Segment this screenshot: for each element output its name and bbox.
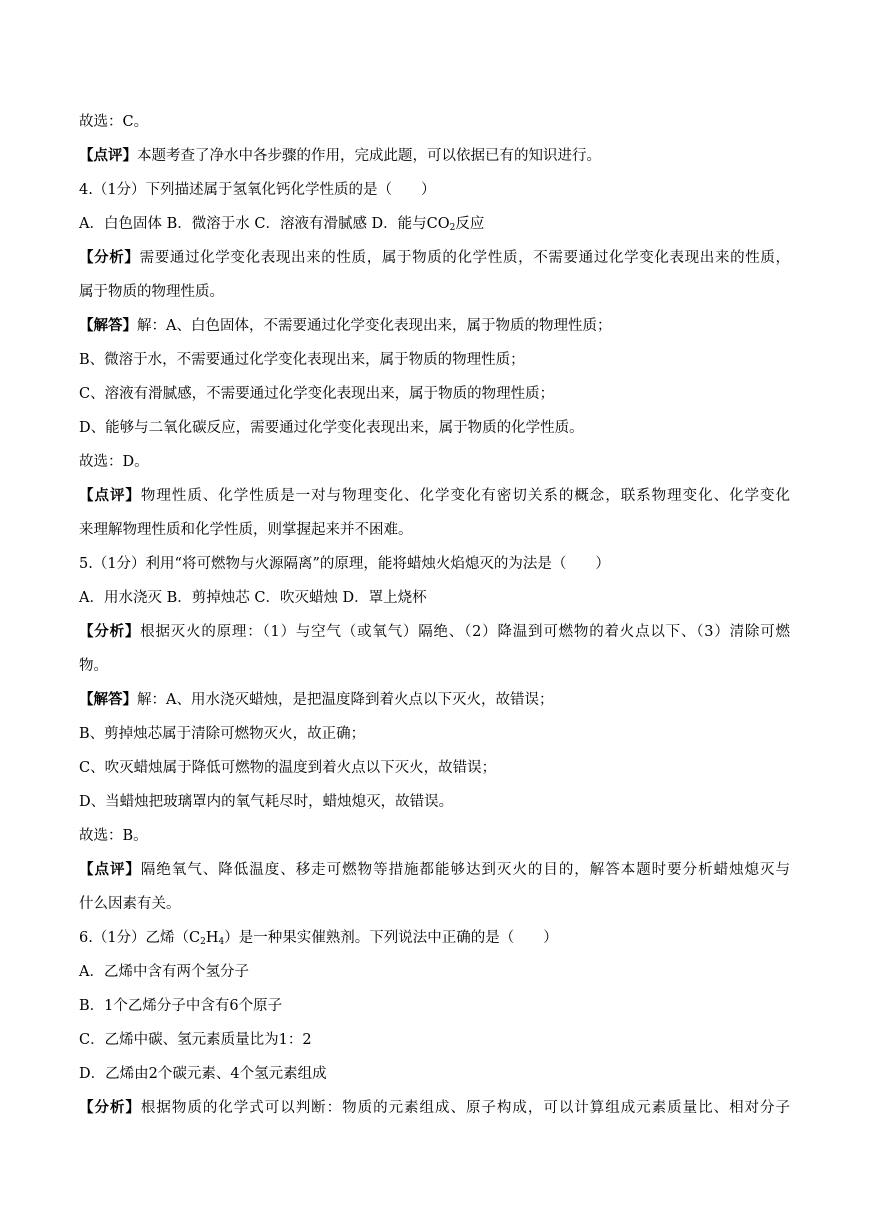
q5-analysis-tag: 【分析】 (79, 623, 141, 640)
q6-analysis-line-1 (79, 1098, 790, 1118)
q4-analysis-tag: 【分析】 (79, 249, 140, 266)
q4-analysis-text-1: 需要通过化学变化表现出来的性质，属于物质的化学性质，不需要通过化学变化表现出来的性质， (139, 250, 791, 266)
q4-solution-line-2: B、微溶于水，不需要通过化学变化表现出来，属于物质的物理性质； (79, 352, 525, 368)
q5-analysis-line-1 (79, 622, 790, 642)
comment-tag: 【点评】 (79, 147, 137, 164)
q5-analysis-line-2: 物。 (79, 658, 108, 674)
q6-analysis-text-1: 根据物质的化学式可以判断：物质的元素组成、原子构成，可以计算组成元素质量比、相对分子 (140, 1100, 791, 1116)
q6-stem-end: ）是一种果实催熟剂。下列说法中正确的是（ ） (224, 930, 558, 946)
q4-comment-line-1 (79, 486, 790, 506)
q6-formula-sub-c: 2 (200, 937, 206, 947)
q4-solution-line-3: C、溶液有滑腻感，不需要通过化学变化表现出来，属于物质的物理性质； (79, 386, 555, 402)
q4-co2-subscript: 2 (449, 223, 456, 233)
q6-option-c: C．乙烯中碳、氢元素质量比为1：2 (79, 1032, 312, 1048)
q5-solution-line-2: B、剪掉烛芯属于清除可燃物灭火，故正确； (79, 726, 366, 742)
q5-options: A．用水浇灭 B．剪掉烛芯 C．吹灭蜡烛 D．罩上烧杯 (79, 590, 427, 606)
q4-options-text: A．白色固体 B．微溶于水 C．溶液有滑腻感 D．能与CO (79, 216, 450, 232)
q4-analysis-line-1 (79, 248, 790, 268)
q5-comment-line-2: 什么因素有关。 (79, 896, 181, 912)
q4-solution-text-1: 解：A、白色固体，不需要通过化学变化表现出来，属于物质的物理性质； (137, 318, 612, 334)
q4-analysis-line-2: 属于物质的物理性质。 (79, 284, 224, 300)
q4-comment-line-2: 来理解物理性质和化学性质，则掌握起来并不困难。 (79, 522, 413, 538)
q4-answer: 故选：D。 (79, 454, 149, 470)
q6-stem (79, 928, 558, 948)
q6-option-d: D．乙烯由2个碳元素、4个氢元素组成 (79, 1066, 327, 1082)
q6-formula-h: H (205, 930, 219, 946)
q4-options (79, 214, 484, 234)
q6-stem-start: 6.（1分）乙烯（C (79, 930, 201, 946)
q5-solution-text-1: 解：A、用水浇灭蜡烛，是把温度降到着火点以下灭火，故错误； (137, 692, 554, 708)
q5-solution-line-4: D、当蜡烛把玻璃罩内的氧气耗尽时，蜡烛熄灭，故错误。 (79, 794, 454, 810)
q4-solution-line-1 (79, 316, 611, 336)
q5-comment-tag: 【点评】 (79, 861, 141, 878)
q5-analysis-text-1: 根据灭火的原理：（1）与空气（或氧气）隔绝、（2）降温到可燃物的着火点以下、（3）清除可燃 (140, 624, 790, 640)
q5-comment-line-1 (79, 860, 790, 880)
q5-stem: 5.（1分）利用“将可燃物与火源隔离”的原理，能将蜡烛火焰熄灭的为法是（ ） (79, 556, 610, 572)
q6-option-b: B．1个乙烯分子中含有6个原子 (79, 998, 283, 1014)
q6-formula-sub-h: 4 (218, 937, 225, 947)
q4-stem: 4.（1分）下列描述属于氢氧化钙化学性质的是（ ） (79, 182, 436, 198)
q5-answer: 故选：B。 (79, 828, 148, 844)
q4-options-end: 反应 (455, 216, 485, 232)
answer-line: 故选：C。 (79, 114, 149, 130)
q4-comment-text-1: 物理性质、化学性质是一对与物理变化、化学变化有密切关系的概念，联系物理变化、化学变化 (140, 488, 791, 504)
q6-option-a: A．乙烯中含有两个氢分子 (79, 964, 249, 980)
comment-text: 本题考查了净水中各步骤的作用，完成此题，可以依据已有的知识进行。 (137, 148, 601, 164)
q4-solution-line-4: D、能够与二氧化碳反应，需要通过化学变化表现出来，属于物质的化学性质。 (79, 420, 584, 436)
q6-analysis-tag: 【分析】 (79, 1099, 141, 1116)
q4-solution-tag: 【解答】 (79, 317, 137, 334)
q5-comment-text-1: 隔绝氧气、降低温度、移走可燃物等措施都能够达到灭火的目的，解答本题时要分析蜡烛熄灭与 (140, 862, 791, 878)
q5-solution-line-1 (79, 690, 553, 710)
comment-line (79, 146, 601, 166)
q5-solution-tag: 【解答】 (79, 691, 137, 708)
q5-solution-line-3: C、吹灭蜡烛属于降低可燃物的温度到着火点以下灭火，故错误； (79, 760, 497, 776)
q4-comment-tag: 【点评】 (79, 487, 141, 504)
